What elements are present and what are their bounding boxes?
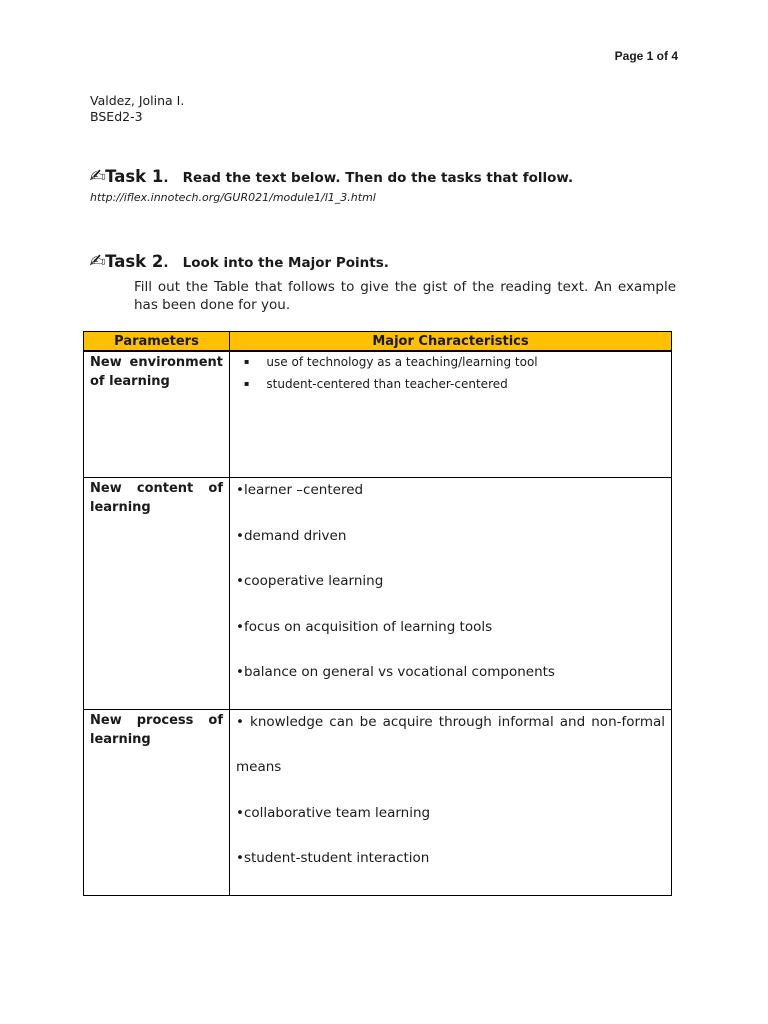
pencil-writing-icon: ✍ [89,251,106,272]
task-1-punct: . [163,170,169,186]
parameter-label: New environment of learning [90,355,223,389]
parameters-table [83,331,672,896]
list-item: •cooperative learning [236,573,384,589]
task-2-description: Fill out the Table that follows to give the gist of the reading text. An example has been done for you. [134,279,676,313]
table-row [84,709,672,895]
characteristics-list [230,710,671,895]
list-item: •student-student interaction [236,850,430,866]
table-header-row [84,332,672,352]
author-name: Valdez, Jolina I. [90,93,185,108]
source-url: http://iflex.innotech.org/GUR021/module1/l1_3.html [90,191,376,204]
task-2-punct: . [163,255,169,271]
list-item: ▪ use of technology as a teaching/learning tool [244,352,671,374]
characteristics-cell [230,709,672,895]
characteristics-list [230,352,671,396]
table-row [84,478,672,710]
header-major-characteristics: Major Characteristics [230,332,672,352]
pencil-writing-icon: ✍ [89,166,106,187]
parameter-label: New process of learning [90,712,223,747]
parameter-label: New content of learning [90,481,223,515]
list-item: • knowledge can be acquire through informal and non-formal [236,713,665,730]
characteristics-cell [230,478,672,710]
parameter-cell [84,351,230,478]
task-2-heading [90,251,389,272]
characteristics-list [230,478,671,709]
parameter-cell [84,709,230,895]
parameter-cell [84,478,230,710]
list-item: •demand driven [236,527,347,544]
list-item: ▪ student-centered than teacher-centered [244,374,671,396]
table-row [84,351,672,478]
task-1-heading [90,166,573,187]
task-1-instruction: Read the text below. Then do the tasks that follow. [182,170,574,186]
author-section: BSEd2-3 [90,109,143,124]
author-block [90,93,184,125]
task-2-label: Task 2 [105,252,164,271]
task-1-label: Task 1 [105,167,164,186]
characteristics-cell [230,351,672,478]
list-item: •collaborative team learning [236,804,431,821]
list-item: •focus on acquisition of learning tools [236,618,493,635]
header-parameters: Parameters [84,332,230,352]
task-2-instruction: Look into the Major Points. [182,255,389,271]
list-item: means [236,759,282,775]
list-item: •learner –centered [236,482,364,498]
page-number: Page 1 of 4 [614,49,678,63]
list-item: •balance on general vs vocational components [236,664,555,680]
